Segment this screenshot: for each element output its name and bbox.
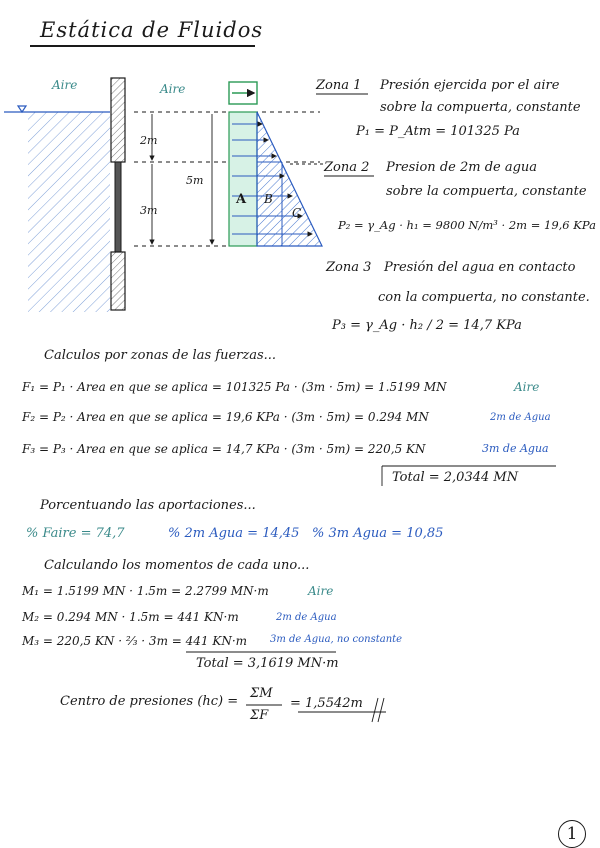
dim-5m: 5m [186, 174, 204, 187]
wall-lower [111, 252, 125, 310]
moment-3-tag: 3m de Agua, no constante [270, 634, 403, 645]
force-3-tag: 3m de Agua [482, 442, 549, 455]
zone-bc-triangle [257, 112, 322, 246]
dim-2m: 2m [140, 134, 158, 147]
force-2-tag: 2m de Agua [490, 412, 551, 423]
zone2-heading: Zona 2 [324, 160, 370, 175]
zone-a-rect [229, 112, 257, 246]
page-title: Estática de Fluidos [40, 18, 264, 42]
zone1-heading: Zona 1 [316, 78, 362, 93]
zone2-text2: sobre la compuerta, constante [386, 184, 587, 199]
zone3-text2: con la compuerta, no constante. [378, 290, 590, 305]
water-region [28, 112, 110, 312]
label-c: C [292, 206, 302, 220]
moment-3: M₃ = 220,5 KN · ⅔ · 3m = 441 KN·m [22, 634, 248, 648]
forces-total: Total = 2,0344 MN [392, 470, 519, 485]
wall-upper [111, 78, 125, 162]
force-3: F₃ = P₃ · Area en que se aplica = 14,7 KPa · (3m · 5m) = 220,5 KN [22, 442, 426, 456]
zone2-equation: P₂ = γ_Ag · h₁ = 9800 N/m³ · 2m = 19,6 KPa [338, 218, 596, 232]
center-numerator: ΣM [250, 686, 273, 701]
label-b: B [264, 192, 273, 206]
air-label-right: Aire [160, 82, 186, 96]
dim-3m: 3m [140, 204, 158, 217]
gate [115, 162, 121, 252]
water-level-icon [18, 106, 26, 112]
center-denominator: ΣF [250, 708, 269, 723]
forces-heading: Calculos por zonas de las fuerzas... [44, 348, 277, 363]
moments-heading: Calculando los momentos de cada uno... [44, 558, 310, 573]
moment-1-tag: Aire [308, 584, 334, 598]
zone3-text1: Presión del agua en contacto [384, 260, 576, 275]
center-label: Centro de presiones (hc) = [60, 694, 239, 709]
moment-2: M₂ = 0.294 MN · 1.5m = 441 KN·m [22, 610, 239, 624]
zone3-heading: Zona 3 [326, 260, 372, 275]
zone1-text2: sobre la compuerta, constante [380, 100, 581, 115]
force-1-tag: Aire [514, 380, 540, 394]
zone3-equation: P₃ = γ_Ag · h₂ / 2 = 14,7 KPa [332, 318, 522, 333]
force-2: F₂ = P₂ · Area en que se aplica = 19,6 KPa · (3m · 5m) = 0.294 MN [22, 410, 429, 424]
page-number: 1 [558, 820, 586, 848]
force-1: F₁ = P₁ · Area en que se aplica = 101325 Pa · (3m · 5m) = 1.5199 MN [22, 380, 447, 394]
moment-1: M₁ = 1.5199 MN · 1.5m = 2.2799 MN·m [22, 584, 269, 598]
air-label-left: Aire [52, 78, 78, 92]
zone1-text1: Presión ejercida por el aire [380, 78, 560, 93]
percent-heading: Porcentuando las aportaciones... [40, 498, 256, 513]
percent-3m: % 3m Agua = 10,85 [312, 526, 444, 541]
zone2-text1: Presion de 2m de agua [386, 160, 538, 175]
moment-2-tag: 2m de Agua [276, 612, 337, 623]
zone1-equation: P₁ = P_Atm = 101325 Pa [356, 124, 520, 139]
percent-2m: % 2m Agua = 14,45 [168, 526, 300, 541]
center-result: = 1,5542m [290, 696, 363, 711]
moments-total: Total = 3,1619 MN·m [196, 656, 339, 671]
label-a: A [236, 192, 247, 207]
percent-air: % Faire = 74,7 [26, 526, 125, 541]
